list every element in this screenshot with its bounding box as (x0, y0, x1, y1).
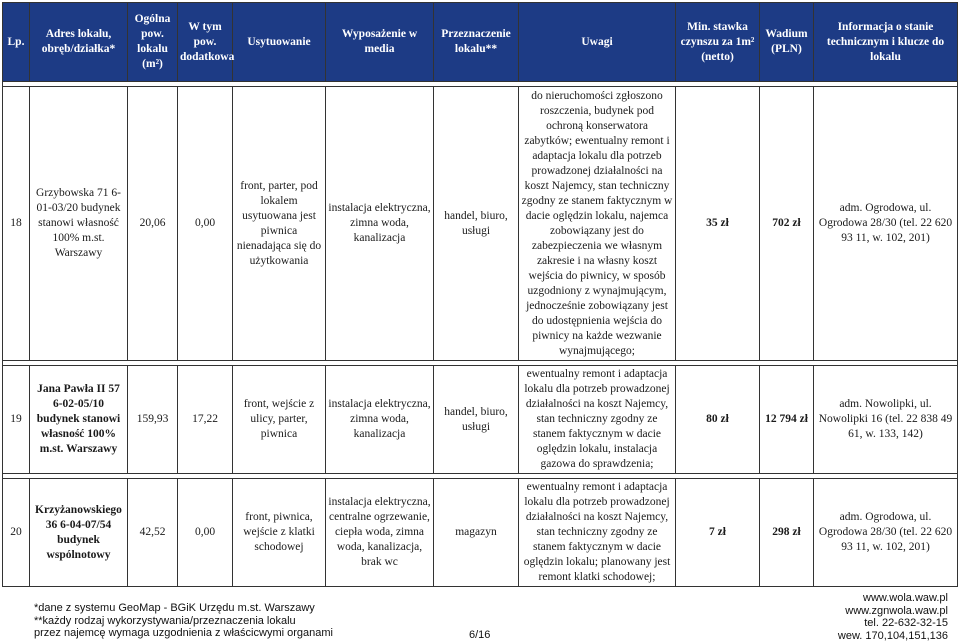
cell-rate: 80 zł (676, 366, 760, 474)
phone-extensions: wew. 170,104,151,136 (837, 629, 948, 642)
cell-rate: 7 zł (676, 479, 760, 587)
cell-media: instalacja elektryczna, centralne ogrzewanie, ciepła woda, zimna woda, kanalizacja, brak wc (326, 479, 434, 587)
cell-area: 20,06 (128, 87, 178, 361)
page-number: 6/16 (469, 629, 491, 641)
cell-deposit: 298 zł (760, 479, 814, 587)
cell-extra-area: 17,22 (178, 366, 233, 474)
cell-lp: 20 (3, 479, 30, 587)
website-link[interactable]: www.wola.waw.pl (863, 592, 948, 604)
cell-address: Krzyżanowskiego 36 6-04-07/54 budynek wspólnotowy (30, 479, 128, 587)
table-row (3, 87, 958, 361)
cell-purpose: magazyn (434, 479, 519, 587)
header-notes: Uwagi (519, 3, 676, 82)
table-row (3, 479, 958, 587)
header-info: Informacja o stanie technicznym i klucze do lokalu (814, 3, 958, 82)
cell-purpose: handel, biuro, usługi (434, 366, 519, 474)
listing-table (2, 2, 958, 587)
cell-extra-area: 0,00 (178, 87, 233, 361)
cell-area: 159,93 (128, 366, 178, 474)
footer-contact (838, 592, 948, 642)
header-extra-area: W tym pow. dodatkowa (178, 3, 233, 82)
cell-lp: 19 (3, 366, 30, 474)
footer-notes (34, 602, 333, 640)
header-lp: Lp. (3, 3, 30, 82)
header-address: Adres lokalu, obręb/działka* (30, 3, 128, 82)
phone-number: tel. 22-632-32-15 (864, 617, 948, 629)
cell-deposit: 12 794 zł (760, 366, 814, 474)
cell-info: adm. Ogrodowa, ul. Ogrodowa 28/30 (tel. 22 620 93 11, w. 102, 201) (814, 87, 958, 361)
cell-info: adm. Ogrodowa, ul. Ogrodowa 28/30 (tel. 22 620 93 11, w. 102, 201) (814, 479, 958, 587)
cell-media: instalacja elektryczna, zimna woda, kanalizacja (326, 87, 434, 361)
footnote-approval: przez najemcę wymaga uzgodnienia z właścicwymi organami (34, 627, 333, 639)
cell-area: 42,52 (128, 479, 178, 587)
table-row (3, 366, 958, 474)
cell-notes: ewentualny remont i adaptacja lokalu dla potrzeb prowadzonej działalności na koszt Najemcy, stan techniczny zgodny ze stanem faktycznym w dacie oględzin lokalu, instalacja gazowa do sprawdzenia; (519, 366, 676, 474)
cell-notes: ewentualny remont i adaptacja lokalu dla potrzeb prowadzonej działalności na koszt Najemcy, stan techniczny zgodny ze stanem faktycznym w dacie oględzin lokalu; planowany jest remont klatki schodowej; (519, 479, 676, 587)
footnote-purpose: **każdy rodzaj wykorzystywania/przeznaczenia lokalu (34, 614, 296, 627)
cell-purpose: handel, biuro, usługi (434, 87, 519, 361)
cell-media: instalacja elektryczna, zimna woda, kanalizacja (326, 366, 434, 474)
cell-address: Jana Pawła II 57 6-02-05/10 budynek stanowi własność 100% m.st. Warszawy (30, 366, 128, 474)
cell-info: adm. Nowolipki, ul. Nowolipki 16 (tel. 22 838 49 61, w. 133, 142) (814, 366, 958, 474)
cell-deposit: 702 zł (760, 87, 814, 361)
cell-location: front, parter, pod lokalem usytuowana jest piwnica nienadająca się do użytkowania (233, 87, 326, 361)
website-link[interactable]: www.zgnwola.waw.pl (845, 604, 948, 617)
header-location: Usytuowanie (233, 3, 326, 82)
header-purpose: Przeznaczenie lokalu** (434, 3, 519, 82)
header-area: Ogólna pow. lokalu (m²) (128, 3, 178, 82)
cell-location: front, wejście z ulicy, parter, piwnica (233, 366, 326, 474)
cell-lp: 18 (3, 87, 30, 361)
cell-extra-area: 0,00 (178, 479, 233, 587)
cell-notes: do nieruchomości zgłoszono roszczenia, budynek pod ochroną konserwatora zabytków; ewentualny remont i adaptacja lokalu dla potrzeb prowadzonej działalności na koszt Najemcy, stan techniczny zgodny ze stanem faktycznym w dacie oględzin lokalu, najemca zobowiązany jest do zabezpieczenia we własnym zakresie i na własny koszt wejścia do piwnicy, w sposób uzgodniony z wynajmującym, jednocześnie zobowiązany jest do udostępnienia wejścia do piwnicy na każde wezwanie wynajmującego; (519, 87, 676, 361)
footnote-source: *dane z systemu GeoMap - BGiK Urzędu m.st. Warszawy (34, 602, 315, 614)
cell-address: Grzybowska 71 6-01-03/20 budynek stanowi własność 100% m.st. Warszawy (30, 87, 128, 361)
cell-location: front, piwnica, wejście z klatki schodowej (233, 479, 326, 587)
header-deposit: Wadium (PLN) (760, 3, 814, 82)
header-media: Wyposażenie w media (326, 3, 434, 82)
header-row (3, 3, 958, 82)
cell-rate: 35 zł (676, 87, 760, 361)
header-rate: Min. stawka czynszu za 1m² (netto) (676, 3, 760, 82)
